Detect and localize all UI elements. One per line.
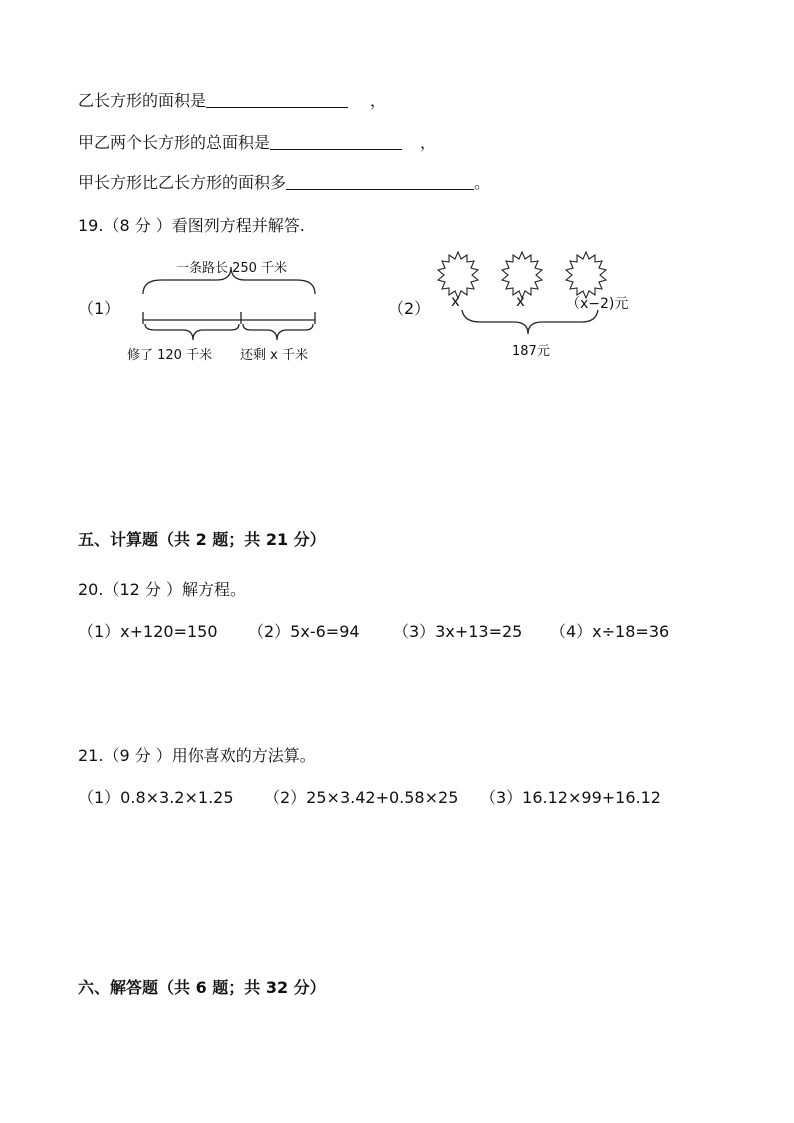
q20-problem-2: （2）5x-6=94 xyxy=(248,622,360,641)
fig1-left-label: 修了 120 千米 xyxy=(127,348,213,363)
star-icon xyxy=(566,252,606,298)
fill-line-1-text: 乙长方形的面积是 xyxy=(78,91,207,110)
fill-line-3-text: 甲长方形比乙长方形的面积多 xyxy=(78,173,287,192)
fig2-label: （2） xyxy=(388,299,431,318)
fill-line-1 xyxy=(78,88,386,111)
q21-problem-2: （2）25×3.42+0.58×25 xyxy=(264,788,459,807)
fill-line-2-text: 甲乙两个长方形的总面积是 xyxy=(78,133,271,152)
q21-problem-3: （3）16.12×99+16.12 xyxy=(480,788,661,807)
fill-line-3-suffix: 。 xyxy=(474,173,491,192)
total-brace xyxy=(462,310,598,334)
fig2-item-1: x xyxy=(451,292,460,310)
fill-line-2 xyxy=(78,130,436,153)
q20-problem-1: （1）x+120=150 xyxy=(78,622,218,641)
q20-title: 20.（12 分 ）解方程。 xyxy=(78,580,246,599)
fig1-top-label: 一条路长 250 千米 xyxy=(176,261,288,276)
q21-problem-1: （1）0.8×3.2×1.25 xyxy=(78,788,234,807)
answer-blank-1[interactable] xyxy=(206,91,348,108)
fill-line-1-suffix: ， xyxy=(370,91,387,110)
left-brace xyxy=(145,324,239,340)
fig2-item-2: x xyxy=(516,292,525,310)
q20-problem-3: （3）3x+13=25 xyxy=(393,622,523,641)
fig1-label: （1） xyxy=(78,299,121,318)
fill-line-3 xyxy=(78,170,490,193)
fill-line-2-suffix: ， xyxy=(420,133,437,152)
right-brace xyxy=(243,324,313,340)
fig2-total: 187元 xyxy=(512,344,550,359)
fig1-right-label: 还剩 x 千米 xyxy=(240,348,308,363)
q21-title: 21.（9 分 ）用你喜欢的方法算。 xyxy=(78,746,316,765)
section6-heading: 六、解答题（共 6 题；共 32 分） xyxy=(78,978,326,997)
q19-title: 19.（8 分 ）看图列方程并解答. xyxy=(78,216,305,235)
q20-problem-4: （4）x÷18=36 xyxy=(550,622,670,641)
answer-blank-2[interactable] xyxy=(270,133,402,150)
answer-blank-3[interactable] xyxy=(286,173,474,190)
fig2-item-3: （x−2)元 xyxy=(566,296,629,312)
section5-heading: 五、计算题（共 2 题；共 21 分） xyxy=(78,530,326,549)
